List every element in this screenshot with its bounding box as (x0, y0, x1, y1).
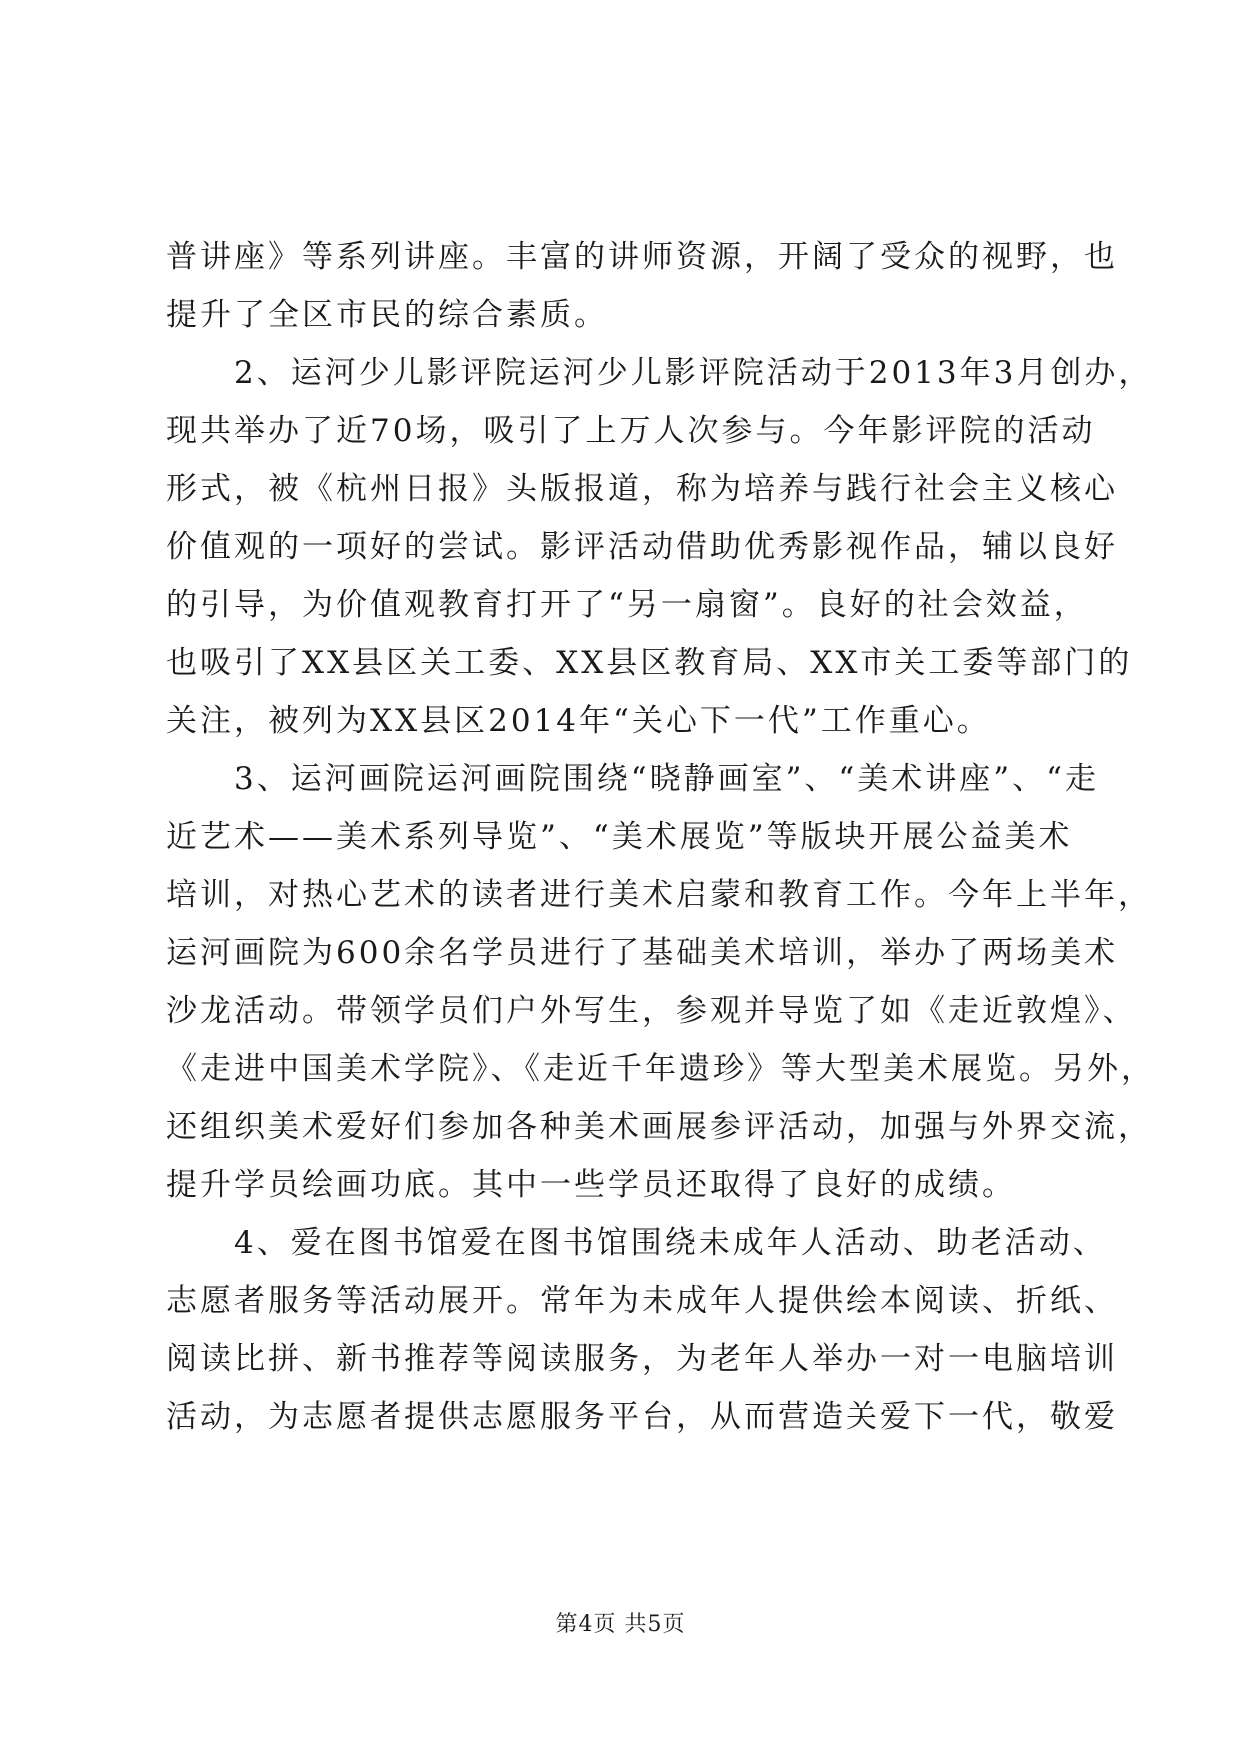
text-line: 形式，被《杭州日报》头版报道，称为培养与践行社会主义核心 (166, 471, 1118, 507)
text-line: 价值观的一项好的尝试。影评活动借助优秀影视作品，辅以良好 (166, 529, 1118, 565)
text-line: 培训，对热心艺术的读者进行美术启蒙和教育工作。今年上半年， (166, 877, 1152, 913)
page-footer (0, 1607, 1241, 1638)
text-line: 沙龙活动。带领学员们户外写生，参观并导览了如《走近敦煌》、 (166, 993, 1137, 1029)
text-line: 4、爱在图书馆爱在图书馆围绕未成年人活动、助老活动、 (166, 1225, 1107, 1261)
text-line: 志愿者服务等活动展开。常年为未成年人提供绘本阅读、折纸、 (166, 1283, 1118, 1319)
text-line: 提升了全区市民的综合素质。 (166, 297, 608, 333)
document-body (166, 228, 1155, 1446)
page-number: 第4页 共5页 (555, 1612, 686, 1637)
text-line: 阅读比拼、新书推荐等阅读服务，为老年人举办一对一电脑培训 (166, 1341, 1118, 1377)
text-line: 现共举办了近70场，吸引了上万人次参与。今年影评院的活动 (166, 413, 1096, 449)
text-line: 运河画院为600余名学员进行了基础美术培训，举办了两场美术 (166, 935, 1119, 971)
text-line: 的引导，为价值观教育打开了“另一扇窗”。良好的社会效益， (166, 587, 1088, 623)
text-line: 3、运河画院运河画院围绕“晓静画室”、“美术讲座”、“走 (166, 761, 1099, 797)
text-line: 近艺术——美术系列导览”、“美术展览”等版块开展公益美术 (166, 819, 1073, 855)
text-line: 普讲座》等系列讲座。丰富的讲师资源，开阔了受众的视野，也 (166, 239, 1118, 275)
text-line: 还组织美术爱好们参加各种美术画展参评活动，加强与外界交流， (166, 1109, 1152, 1145)
text-line: 关注，被列为XX县区2014年“关心下一代”工作重心。 (166, 703, 991, 739)
text-line: 也吸引了XX县区关工委、XX县区教育局、XX市关工委等部门的 (166, 645, 1133, 681)
text-line: 活动，为志愿者提供志愿服务平台，从而营造关爱下一代，敬爱 (166, 1399, 1118, 1435)
text-line: 《走进中国美术学院》、《走近千年遗珍》等大型美术展览。另外， (166, 1051, 1155, 1087)
text-line: 提升学员绘画功底。其中一些学员还取得了良好的成绩。 (166, 1167, 1016, 1203)
text-line: 2、运河少儿影评院运河少儿影评院活动于2013年3月创办， (166, 355, 1153, 391)
